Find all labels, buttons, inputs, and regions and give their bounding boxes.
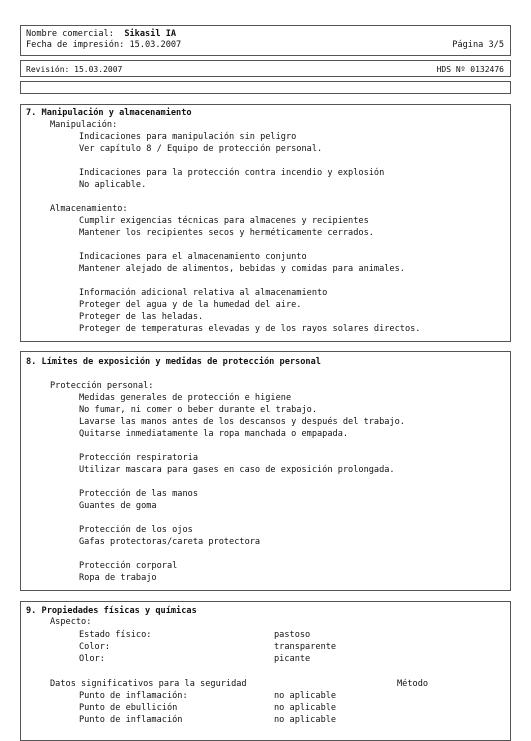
s7-line: No aplicable. xyxy=(79,180,147,190)
s8-line: Gafas protectoras/careta protectora xyxy=(79,537,261,547)
s7-line: Cumplir exigencias técnicas para almacenes y recipientes xyxy=(79,216,369,226)
s8-line: Guantes de goma xyxy=(79,501,157,511)
prot-label: Protección personal: xyxy=(50,381,154,391)
prop-value: no aplicable xyxy=(274,703,337,713)
s7-line: Proteger de temperaturas elevadas y de los rayos solares directos. xyxy=(79,324,421,334)
section-8 xyxy=(20,351,511,591)
print-date: Fecha de impresión: 15.03.2007 xyxy=(26,40,182,50)
prop-label: Estado físico: xyxy=(79,630,152,640)
prop-label: Color: xyxy=(79,642,111,652)
s7-line: Información adicional relativa al almacenamiento xyxy=(79,288,328,298)
aspecto-label: Aspecto: xyxy=(50,617,92,627)
page-number: Página 3/5 xyxy=(452,40,504,50)
spacer-box xyxy=(20,81,511,94)
revision-box xyxy=(20,60,511,77)
section-9 xyxy=(20,601,511,741)
s8-line: Lavarse las manos antes de los descansos y después del trabajo. xyxy=(79,417,405,427)
prop-label: Punto de ebullición xyxy=(79,703,178,713)
s7-line: Ver capítulo 8 / Equipo de protección personal. xyxy=(79,144,323,154)
prop-value: transparente xyxy=(274,642,337,652)
s8-line: Protección corporal xyxy=(79,561,178,571)
section-8-title: 8. Límites de exposición y medidas de protección personal xyxy=(26,357,321,367)
section-9-title: 9. Propiedades físicas y químicas xyxy=(26,606,197,616)
s8-line: Utilizar mascara para gases en caso de exposición prolongada. xyxy=(79,465,395,475)
prop-label: Punto de inflamación xyxy=(79,715,183,725)
prop-value: no aplicable xyxy=(274,691,337,701)
manip-label: Manipulación: xyxy=(50,120,118,130)
prop-label: Olor: xyxy=(79,654,105,664)
s7-line: Mantener los recipientes secos y herméticamente cerrados. xyxy=(79,228,374,238)
s7-line: Proteger de las heladas. xyxy=(79,312,204,322)
s8-line: No fumar, ni comer o beber durante el trabajo. xyxy=(79,405,317,415)
datos-label: Datos significativos para la seguridad xyxy=(50,679,247,689)
s8-line: Quitarse inmediatamente la ropa manchada o empapada. xyxy=(79,429,349,439)
s8-line: Protección de los ojos xyxy=(79,525,193,535)
metodo-label: Método xyxy=(397,679,429,689)
s7-line: Indicaciones para manipulación sin peligro xyxy=(79,132,297,142)
header-box xyxy=(20,25,511,56)
trade-name: Nombre comercial: Sikasil IA xyxy=(26,29,177,39)
s7-line: Mantener alejado de alimentos, bebidas y comidas para animales. xyxy=(79,264,405,274)
s7-line: Indicaciones para la protección contra incendio y explosión xyxy=(79,168,385,178)
s8-line: Protección de las manos xyxy=(79,489,198,499)
s8-line: Ropa de trabajo xyxy=(79,573,157,583)
alm-label: Almacenamiento: xyxy=(50,204,128,214)
prop-value: no aplicable xyxy=(274,715,337,725)
section-7 xyxy=(20,104,511,342)
s8-line: Medidas generales de protección e higiene xyxy=(79,393,292,403)
sds-number: HDS Nº 0132476 xyxy=(436,65,504,74)
prop-value: picante xyxy=(274,654,311,664)
revision-date: Revisión: 15.03.2007 xyxy=(26,65,123,74)
prop-label: Punto de inflamación: xyxy=(79,691,188,701)
s7-line: Proteger del agua y de la humedad del aire. xyxy=(79,300,302,310)
prop-value: pastoso xyxy=(274,630,311,640)
s8-line: Protección respiratoria xyxy=(79,453,198,463)
section-7-title: 7. Manipulación y almacenamiento xyxy=(26,108,192,118)
s7-line: Indicaciones para el almacenamiento conjunto xyxy=(79,252,307,262)
